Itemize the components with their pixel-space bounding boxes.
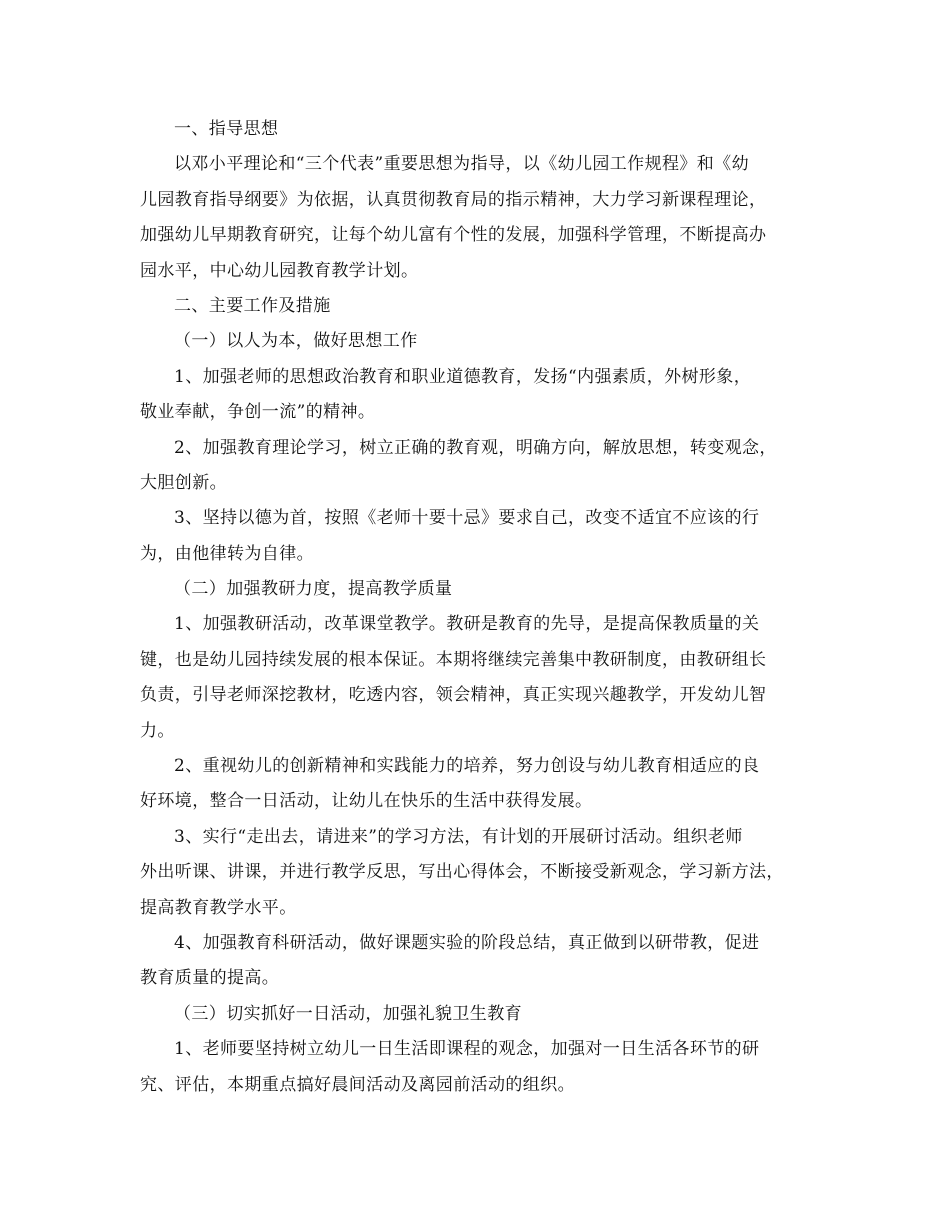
paragraph-line: 2、重视幼儿的创新精神和实践能力的培养，努力创设与幼儿教育相适应的良 xyxy=(174,756,760,777)
subsection-heading: （一）以人为本，做好思想工作 xyxy=(174,331,418,352)
paragraph-line: 敬业奉献，争创一流”的精神。 xyxy=(140,402,376,423)
subsection-heading: （三）切实抓好一日活动，加强礼貌卫生教育 xyxy=(174,1003,522,1024)
paragraph-line: 2、加强教育理论学习，树立正确的教育观，明确方向，解放思想，转变观念， xyxy=(174,437,777,458)
section-heading: 二、主要工作及措施 xyxy=(174,295,331,316)
paragraph-line: 外出听课、讲课，并进行教学反思，写出心得体会，不断接受新观念，学习新方法， xyxy=(140,862,784,883)
paragraph-line: 力。 xyxy=(140,720,175,741)
paragraph-line: 4、加强教育科研活动，做好课题实验的阶段总结，真正做到以研带教，促进 xyxy=(174,932,760,953)
paragraph-line: 1、加强老师的思想政治教育和职业道德教育，发扬“内强素质，外树形象， xyxy=(174,366,752,387)
paragraph-line: 1、加强教研活动，改革课堂教学。教研是教育的先导，是提高保教质量的关 xyxy=(174,614,760,635)
paragraph-line: 究、评估，本期重点搞好晨间活动及离园前活动的组织。 xyxy=(140,1074,575,1095)
paragraph-line: 好环境，整合一日活动，让幼儿在快乐的生活中获得发展。 xyxy=(140,791,593,812)
paragraph-line: 1、老师要坚持树立幼儿一日生活即课程的观念，加强对一日生活各环节的研 xyxy=(174,1039,760,1060)
paragraph-line: 3、实行“走出去，请进来”的学习方法，有计划的开展研讨活动。组织老师 xyxy=(174,826,743,847)
paragraph-line: 加强幼儿早期教育研究，让每个幼儿富有个性的发展，加强科学管理，不断提高办 xyxy=(140,225,767,246)
paragraph-line: 负责，引导老师深挖教材，吃透内容，领会精神，真正实现兴趣教学，开发幼儿智 xyxy=(140,685,767,706)
paragraph-line: 儿园教育指导纲要》为依据，认真贯彻教育局的指示精神，大力学习新课程理论， xyxy=(140,189,767,210)
paragraph-line: 为，由他律转为自律。 xyxy=(140,543,314,564)
paragraph-line: 大胆创新。 xyxy=(140,472,227,493)
section-heading: 一、指导思想 xyxy=(174,119,279,139)
paragraph-line: 键，也是幼儿园持续发展的根本保证。本期将继续完善集中教研制度，由教研组长 xyxy=(140,649,767,670)
paragraph-line: 3、坚持以德为首，按照《老师十要十忌》要求自己，改变不适宜不应该的行 xyxy=(174,508,760,529)
paragraph-line: 教育质量的提高。 xyxy=(140,968,280,989)
document-page xyxy=(140,112,812,1103)
subsection-heading: （二）加强教研力度，提高教学质量 xyxy=(174,579,453,600)
paragraph-line: 园水平，中心幼儿园教育教学计划。 xyxy=(140,260,419,281)
paragraph-line: 以邓小平理论和“三个代表”重要思想为指导，以《幼儿园工作规程》和《幼 xyxy=(174,154,749,175)
paragraph-line: 提高教育教学水平。 xyxy=(140,897,297,918)
